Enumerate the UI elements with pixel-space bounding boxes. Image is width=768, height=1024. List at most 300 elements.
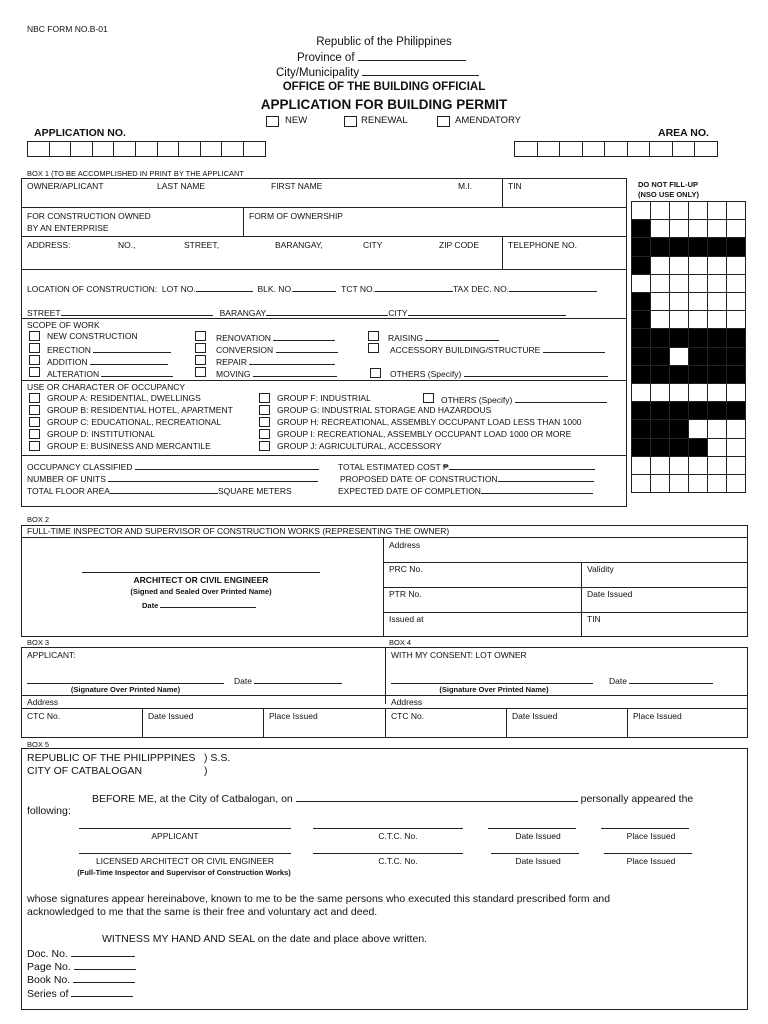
nso-grid-cell xyxy=(707,474,727,493)
box4-ctc-label: CTC No. xyxy=(391,711,425,721)
group-f-checkbox[interactable] xyxy=(259,393,270,403)
box4-date-field[interactable] xyxy=(629,674,713,684)
expected-date-row: EXPECTED DATE OF COMPLETION xyxy=(338,484,593,496)
renewal-label: RENEWAL xyxy=(361,115,408,126)
erection-row: ERECTION xyxy=(47,343,171,355)
area-no-cell[interactable] xyxy=(627,141,651,157)
moving-field[interactable] xyxy=(253,367,337,377)
area-no-cell[interactable] xyxy=(537,141,561,157)
blk-no-field[interactable] xyxy=(293,282,336,292)
application-no-cell[interactable] xyxy=(178,141,201,157)
nso-grid-cell xyxy=(669,347,689,366)
others-group-field[interactable] xyxy=(515,393,607,403)
tin-label: TIN xyxy=(508,181,522,191)
repair-checkbox[interactable] xyxy=(195,355,206,365)
nso-grid-cell xyxy=(707,438,727,457)
box2-date-field[interactable] xyxy=(160,598,256,608)
occupancy-classified-row: OCCUPANCY CLASSIFIED xyxy=(27,460,319,472)
nso-grid-cell xyxy=(650,401,670,420)
header-office: OFFICE OF THE BUILDING OFFICIAL xyxy=(282,81,486,93)
lot-no-field[interactable] xyxy=(196,282,253,292)
whose-line-1: whose signatures appear hereinabove, known to me to be the same persons who executed this standard prescribed form and xyxy=(27,893,611,905)
new-label: NEW xyxy=(285,115,308,126)
nso-grid-cell xyxy=(631,438,651,457)
divider xyxy=(581,562,582,637)
divider xyxy=(21,207,627,208)
nso-grid-cell xyxy=(669,256,689,275)
address-no-label: NO., xyxy=(118,240,136,250)
nso-grid-cell xyxy=(650,310,670,329)
nso-grid-cell xyxy=(650,438,670,457)
nso-grid-cell xyxy=(726,292,746,311)
architect-date-line[interactable] xyxy=(491,853,579,854)
nso-grid-cell xyxy=(688,365,708,384)
book-no-row: Book No. xyxy=(27,973,135,986)
nso-line2: (NSO USE ONLY) xyxy=(638,190,699,199)
box3-signature-label: (Signature Over Printed Name) xyxy=(70,685,181,694)
nso-grid-cell xyxy=(707,237,727,256)
others-scope-row: OTHERS (Specify) xyxy=(390,367,608,379)
box5-paren: ) xyxy=(204,765,208,777)
amendatory-label: AMENDATORY xyxy=(455,115,521,126)
erection-checkbox[interactable] xyxy=(29,343,40,353)
divider xyxy=(263,708,264,738)
fulltime-label: (Full-Time Inspector and Supervisor of Construction Works) xyxy=(77,868,291,877)
nso-grid-cell xyxy=(650,201,670,220)
doc-no-field[interactable] xyxy=(71,947,135,957)
nso-grid-cell xyxy=(688,328,708,347)
others-scope-field[interactable] xyxy=(464,367,608,377)
divider xyxy=(383,612,748,613)
address-city-label: CITY xyxy=(363,240,383,250)
box5-place-issued-label-1: Place Issued xyxy=(626,831,676,841)
total-floor-row: TOTAL FLOOR AREA SQUARE METERS xyxy=(27,486,292,496)
box5-city: CITY OF CATBALOGAN xyxy=(27,765,143,777)
nso-grid-cell xyxy=(650,474,670,493)
occupancy-title: USE OR CHARACTER OF OCCUPANCY xyxy=(27,382,186,392)
nso-grid-cell xyxy=(707,383,727,402)
renovation-row: RENOVATION xyxy=(216,331,335,343)
nso-grid-cell xyxy=(688,401,708,420)
nso-grid-cell xyxy=(726,474,746,493)
nso-grid-cell xyxy=(707,274,727,293)
box4-signature-label: (Signature Over Printed Name) xyxy=(439,685,549,694)
nso-grid-cell xyxy=(669,456,689,475)
nso-grid-cell xyxy=(669,274,689,293)
nso-grid-cell xyxy=(688,438,708,457)
nso-grid-cell xyxy=(707,365,727,384)
area-no-cell[interactable] xyxy=(672,141,696,157)
box2-tin-label: TIN xyxy=(587,614,601,624)
nso-grid-cell xyxy=(726,201,746,220)
group-a-label: GROUP A: RESIDENTIAL, DWELLINGS xyxy=(47,393,201,403)
architect-ctc-line[interactable] xyxy=(313,853,463,854)
city-field[interactable] xyxy=(362,66,479,76)
box5-ctc-label-1: C.T.C. No. xyxy=(378,831,418,841)
nso-grid-cell xyxy=(669,201,689,220)
addition-row: ADDITION xyxy=(47,355,168,367)
following-label: following: xyxy=(27,805,71,817)
nso-grid-cell xyxy=(726,310,746,329)
form-ownership-label: FORM OF OWNERSHIP xyxy=(249,211,343,221)
area-no-label: AREA NO. xyxy=(658,127,709,139)
number-units-row: NUMBER OF UNITS xyxy=(27,472,318,484)
licensed-label: LICENSED ARCHITECT OR CIVIL ENGINEER xyxy=(95,856,275,866)
group-h-label: GROUP H: RECREATIONAL, ASSEMBLY OCCUPANT LOAD LESS THAN 1000 xyxy=(277,417,582,427)
nso-grid-cell xyxy=(688,456,708,475)
raising-checkbox[interactable] xyxy=(368,331,379,341)
nso-grid-cell xyxy=(669,328,689,347)
header-republic: Republic of the Philippines xyxy=(316,36,452,48)
nso-grid-cell xyxy=(650,274,670,293)
nso-grid-cell xyxy=(631,347,651,366)
divider xyxy=(21,236,627,237)
first-name-label: FIRST NAME xyxy=(271,181,323,191)
applicant-line[interactable] xyxy=(79,828,291,829)
area-no-cell[interactable] xyxy=(582,141,606,157)
nso-grid-cell xyxy=(707,401,727,420)
nso-grid-cell xyxy=(726,274,746,293)
group-d-label: GROUP D: INSTITUTIONAL xyxy=(47,429,155,439)
owner-signature-line[interactable] xyxy=(391,683,593,684)
nso-grid-cell xyxy=(631,237,651,256)
nso-grid-cell xyxy=(669,419,689,438)
nso-grid-cell xyxy=(650,456,670,475)
nso-grid-cell xyxy=(631,274,651,293)
applicant-label: APPLICANT: xyxy=(27,650,76,660)
renewal-checkbox[interactable] xyxy=(344,116,357,127)
address-street-label: STREET, xyxy=(184,240,219,250)
nso-line1: DO NOT FILL-UP xyxy=(638,180,698,189)
group-j-label: GROUP J: AGRICULTURAL, ACCESSORY xyxy=(277,441,442,451)
nso-grid-cell xyxy=(707,201,727,220)
box2-date-issued-label: Date Issued xyxy=(587,589,633,599)
total-floor-field[interactable] xyxy=(110,484,218,494)
number-units-field[interactable] xyxy=(108,472,318,482)
divider xyxy=(502,178,503,207)
group-b-checkbox[interactable] xyxy=(29,405,40,415)
city-field-2[interactable] xyxy=(408,306,566,316)
group-f-label: GROUP F: INDUSTRIAL xyxy=(277,393,371,403)
raising-row: RAISING xyxy=(388,331,499,343)
group-c-checkbox[interactable] xyxy=(29,417,40,427)
nso-grid-cell xyxy=(650,219,670,238)
nso-grid-cell xyxy=(688,292,708,311)
nso-grid-cell xyxy=(707,328,727,347)
applicant-signature-line[interactable] xyxy=(27,683,224,684)
nso-grid-cell xyxy=(650,237,670,256)
expected-date-field[interactable] xyxy=(481,484,593,494)
nso-grid-cell xyxy=(726,383,746,402)
new-construction-label: NEW CONSTRUCTION xyxy=(47,331,138,341)
nso-grid-cell xyxy=(631,474,651,493)
enterprise-label-2: BY AN ENTERPRISE xyxy=(27,223,109,233)
nso-grid-cell xyxy=(650,328,670,347)
nso-grid-cell xyxy=(726,347,746,366)
application-no-cell[interactable] xyxy=(200,141,223,157)
mi-label: M.I. xyxy=(458,181,473,191)
application-no-cell[interactable] xyxy=(92,141,115,157)
others-scope-checkbox[interactable] xyxy=(370,368,381,378)
alteration-checkbox[interactable] xyxy=(29,367,40,377)
repair-field[interactable] xyxy=(249,355,335,365)
divider xyxy=(383,587,748,588)
accessory-field[interactable] xyxy=(543,343,605,353)
nso-grid-cell xyxy=(707,219,727,238)
nso-grid-cell xyxy=(669,474,689,493)
last-name-label: LAST NAME xyxy=(157,181,206,191)
application-no-cell[interactable] xyxy=(49,141,72,157)
header-province: Province of xyxy=(297,51,466,64)
box4-date-row: Date xyxy=(609,674,713,686)
proposed-date-field[interactable] xyxy=(498,472,594,482)
nso-grid-cell xyxy=(650,347,670,366)
total-cost-row: TOTAL ESTIMATED COST ₱ xyxy=(338,460,595,472)
divider xyxy=(21,269,627,270)
nso-grid-cell xyxy=(688,201,708,220)
divider xyxy=(506,708,507,738)
nso-grid-cell xyxy=(688,256,708,275)
conversion-field[interactable] xyxy=(276,343,338,353)
group-g-label: GROUP G: INDUSTRIAL STORAGE AND HAZARDOUS xyxy=(277,405,492,415)
box5-ss: ) S.S. xyxy=(204,752,231,764)
nso-grid-cell xyxy=(726,456,746,475)
nso-grid-cell xyxy=(650,383,670,402)
prc-label: PRC No. xyxy=(389,564,423,574)
tax-dec-field[interactable] xyxy=(509,282,597,292)
doc-no-row: Doc. No. xyxy=(27,947,135,960)
nso-grid-cell xyxy=(631,292,651,311)
form-number: NBC FORM NO.B-01 xyxy=(27,24,108,34)
applicant-date-line[interactable] xyxy=(488,828,576,829)
barangay-field[interactable] xyxy=(266,306,388,316)
conversion-row: CONVERSION xyxy=(216,343,338,355)
nso-grid-cell xyxy=(669,292,689,311)
divider xyxy=(142,708,143,738)
proposed-date-row: PROPOSED DATE OF CONSTRUCTION xyxy=(340,472,594,484)
architect-place-line[interactable] xyxy=(604,853,692,854)
box3-address-label: Address xyxy=(27,697,59,707)
tct-no-field[interactable] xyxy=(375,282,453,292)
nso-grid-cell xyxy=(707,292,727,311)
group-j-checkbox[interactable] xyxy=(259,441,270,451)
divider xyxy=(21,380,627,381)
ptr-label: PTR No. xyxy=(389,589,422,599)
street-row: STREET BARANGAY CITY xyxy=(27,306,566,318)
province-field[interactable] xyxy=(358,51,466,61)
divider xyxy=(21,695,748,696)
consent-label: WITH MY CONSENT: LOT OWNER xyxy=(391,650,527,660)
box5-ctc-label-2: C.T.C. No. xyxy=(378,856,418,866)
nso-grid-cell xyxy=(726,419,746,438)
accessory-row: ACCESSORY BUILDING/STRUCTURE xyxy=(390,343,605,355)
witness-label: WITNESS MY HAND AND SEAL on the date and place above written. xyxy=(102,933,428,945)
nso-grid-cell xyxy=(650,256,670,275)
nso-grid-cell xyxy=(726,237,746,256)
enterprise-label-1: FOR CONSTRUCTION OWNED xyxy=(27,211,151,221)
nso-grid-cell xyxy=(726,256,746,275)
raising-field[interactable] xyxy=(425,331,499,341)
application-no-cell[interactable] xyxy=(221,141,244,157)
box3-date-field[interactable] xyxy=(254,674,342,684)
book-no-field[interactable] xyxy=(73,973,135,983)
area-no-cell[interactable] xyxy=(649,141,673,157)
divider xyxy=(502,236,503,269)
application-no-cell[interactable] xyxy=(113,141,136,157)
box5-republic: REPUBLIC OF THE PHILIPPPINES xyxy=(27,752,196,764)
owner-label: OWNER/APLICANT xyxy=(27,181,104,191)
nso-grid-cell xyxy=(631,401,651,420)
applicant-place-line[interactable] xyxy=(601,828,689,829)
nso-grid-cell xyxy=(688,219,708,238)
application-no-cell[interactable] xyxy=(243,141,266,157)
address-barangay-label: BARANGAY, xyxy=(275,240,323,250)
applicant-ctc-line[interactable] xyxy=(313,828,463,829)
nso-grid-cell xyxy=(669,219,689,238)
box2-address-label: Address xyxy=(389,540,421,550)
before-me-date-field[interactable] xyxy=(296,792,578,802)
application-no-cell[interactable] xyxy=(135,141,158,157)
page-no-field[interactable] xyxy=(74,960,136,970)
nso-grid-cell xyxy=(726,328,746,347)
box4-date-issued-label: Date Issued xyxy=(512,711,558,721)
box1-label: BOX 1 (TO BE ACCOMPLISHED IN PRINT BY THE APPLICANT xyxy=(27,169,245,178)
box5-place-issued-label-2: Place Issued xyxy=(626,856,676,866)
box5-date-issued-label-1: Date Issued xyxy=(515,831,561,841)
renovation-field[interactable] xyxy=(273,331,335,341)
nso-grid-cell xyxy=(726,219,746,238)
new-checkbox[interactable] xyxy=(266,116,279,127)
nso-grid-cell xyxy=(631,201,651,220)
nso-grid-cell xyxy=(631,256,651,275)
divider xyxy=(21,455,627,456)
nso-grid-cell xyxy=(688,310,708,329)
whose-line-2: acknowledged to me that the same is their free and voluntary act and deed. xyxy=(27,906,378,918)
area-no-cell[interactable] xyxy=(514,141,538,157)
telephone-label: TELEPHONE NO. xyxy=(508,240,577,250)
nso-grid-cell xyxy=(631,365,651,384)
renovation-checkbox[interactable] xyxy=(195,331,206,341)
nso-grid-cell xyxy=(707,419,727,438)
nso-grid-cell xyxy=(688,347,708,366)
box3-date-issued-label: Date Issued xyxy=(148,711,194,721)
group-i-label: GROUP I: RECREATIONAL, ASSEMBLY OCCUPANT LOAD 1000 OR MORE xyxy=(277,429,572,439)
divider xyxy=(243,207,244,236)
application-no-cell[interactable] xyxy=(157,141,180,157)
others-group-checkbox[interactable] xyxy=(423,393,434,403)
nso-grid-cell xyxy=(707,456,727,475)
box2-title: FULL-TIME INSPECTOR AND SUPERVISOR OF CONSTRUCTION WORKS (REPRESENTING THE OWNER) xyxy=(27,526,450,536)
box3-ctc-label: CTC No. xyxy=(27,711,61,721)
divider xyxy=(385,708,386,738)
nso-grid-cell xyxy=(631,419,651,438)
nso-grid-cell xyxy=(688,474,708,493)
group-e-checkbox[interactable] xyxy=(29,441,40,451)
application-no-cell[interactable] xyxy=(27,141,50,157)
nso-grid-cell xyxy=(650,365,670,384)
scope-title: SCOPE OF WORK xyxy=(27,320,100,330)
box4-address-label: Address xyxy=(391,697,423,707)
occupancy-classified-field[interactable] xyxy=(135,460,319,470)
group-g-checkbox[interactable] xyxy=(259,405,270,415)
group-b-label: GROUP B: RESIDENTIAL HOTEL, APARTMENT xyxy=(47,405,233,415)
group-i-checkbox[interactable] xyxy=(259,429,270,439)
divider xyxy=(383,562,748,563)
nso-grid-cell xyxy=(688,237,708,256)
area-no-cell[interactable] xyxy=(694,141,718,157)
area-no-cell[interactable] xyxy=(604,141,628,157)
box4-place-issued-label: Place Issued xyxy=(633,711,682,721)
moving-row: MOVING xyxy=(216,367,337,379)
header-city: City/Municipality xyxy=(276,66,479,79)
nso-grid-cell xyxy=(631,310,651,329)
alteration-field[interactable] xyxy=(101,367,173,377)
box3-date-row: Date xyxy=(234,674,342,686)
issued-at-label: Issued at xyxy=(389,614,424,624)
conversion-checkbox[interactable] xyxy=(195,343,206,353)
addition-checkbox[interactable] xyxy=(29,355,40,365)
nso-grid-cell xyxy=(650,419,670,438)
series-of-field[interactable] xyxy=(71,987,133,997)
nso-grid-cell xyxy=(669,438,689,457)
nso-grid-cell xyxy=(669,365,689,384)
group-h-checkbox[interactable] xyxy=(259,417,270,427)
architect-line[interactable] xyxy=(79,853,291,854)
nso-grid-cell xyxy=(650,292,670,311)
box4-label: BOX 4 xyxy=(389,638,412,647)
nso-grid-cell xyxy=(707,347,727,366)
group-a-checkbox[interactable] xyxy=(29,393,40,403)
moving-checkbox[interactable] xyxy=(195,367,206,377)
nso-grid-cell xyxy=(631,328,651,347)
divider xyxy=(21,537,748,538)
others-group-row: OTHERS (Specify) xyxy=(441,393,607,405)
group-e-label: GROUP E: BUSINESS AND MERCANTILE xyxy=(47,441,211,451)
total-cost-field[interactable] xyxy=(449,460,595,470)
architect-signature-line[interactable] xyxy=(82,572,320,573)
application-no-cell[interactable] xyxy=(70,141,93,157)
signed-sealed-label: (Signed and Sealed Over Printed Name) xyxy=(130,587,272,596)
new-construction-checkbox[interactable] xyxy=(29,331,40,341)
nso-grid-cell xyxy=(726,438,746,457)
nso-grid-cell xyxy=(669,401,689,420)
area-no-cell[interactable] xyxy=(559,141,583,157)
nso-grid-cell xyxy=(669,310,689,329)
addition-field[interactable] xyxy=(90,355,168,365)
divider xyxy=(21,318,627,319)
nso-grid-cell xyxy=(669,383,689,402)
nso-grid-cell xyxy=(631,456,651,475)
group-d-checkbox[interactable] xyxy=(29,429,40,439)
nso-grid-cell xyxy=(688,274,708,293)
address-label: ADDRESS: xyxy=(27,240,71,250)
accessory-checkbox[interactable] xyxy=(368,343,379,353)
alteration-row: ALTERATION xyxy=(47,367,173,379)
repair-row: REPAIR xyxy=(216,355,335,367)
box2-date-row: Date xyxy=(142,598,256,610)
nso-grid-cell xyxy=(669,237,689,256)
erection-field[interactable] xyxy=(93,343,171,353)
box5-label: BOX 5 xyxy=(27,740,50,749)
application-no-label: APPLICATION NO. xyxy=(34,127,126,139)
zip-code-label: ZIP CODE xyxy=(439,240,479,250)
series-of-row: Series of xyxy=(27,987,133,1000)
nso-grid-cell xyxy=(726,401,746,420)
box3-place-issued-label: Place Issued xyxy=(269,711,318,721)
amendatory-checkbox[interactable] xyxy=(437,116,450,127)
street-field[interactable] xyxy=(61,306,213,316)
nso-grid-cell xyxy=(726,365,746,384)
